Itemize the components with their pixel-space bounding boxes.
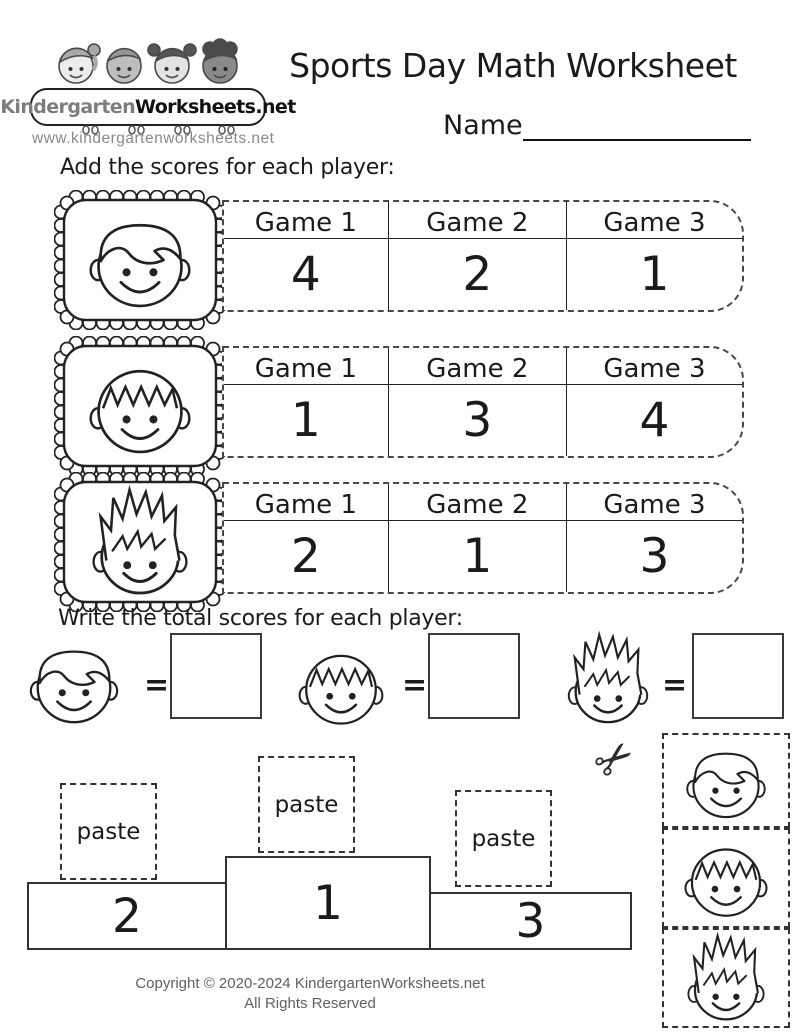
player1-face-icon	[678, 737, 774, 825]
paste-label: paste	[76, 818, 141, 845]
total-player1-face	[22, 633, 126, 731]
game1-header: Game 1	[224, 348, 388, 385]
equals-sign: =	[662, 668, 688, 703]
copyright-line2: All Rights Reserved	[244, 995, 376, 1013]
player3-game3-score: 3	[639, 529, 670, 584]
podium-step-2	[27, 882, 227, 950]
cutout-face-1[interactable]	[662, 733, 790, 828]
player2-face-icon	[82, 350, 198, 462]
podium-rank-number: 1	[313, 875, 343, 931]
game3-header: Game 3	[567, 202, 742, 239]
total-answer-box-3[interactable]	[692, 633, 784, 719]
game1-header: Game 1	[224, 202, 388, 239]
podium-step-3	[429, 892, 632, 950]
player1-score-table	[222, 200, 744, 312]
player1-game1-score: 4	[290, 247, 321, 302]
player1-game3-score: 1	[639, 247, 670, 302]
player2-face-icon	[677, 832, 775, 924]
site-url: www.kindergartenworksheets.net	[32, 130, 275, 147]
logo-banner	[0, 88, 296, 126]
page-title: Sports Day Math Worksheet	[289, 46, 737, 85]
total-answer-box-1[interactable]	[170, 633, 262, 719]
add-scores-instruction: Add the scores for each player:	[60, 155, 395, 180]
total-player3-face	[558, 630, 658, 728]
paste-box-rank1[interactable]	[258, 756, 355, 853]
player2-score-table	[222, 346, 744, 458]
podium-rank-number: 3	[515, 893, 546, 949]
name-input-line[interactable]	[523, 112, 751, 141]
total-answer-box-2[interactable]	[428, 633, 520, 719]
player2-game1-score: 1	[290, 393, 321, 448]
logo-text-kindergarten: Kindergarten	[0, 96, 136, 118]
podium-step-1	[225, 856, 431, 950]
player3-game1-score: 2	[290, 529, 321, 584]
equals-sign: =	[144, 668, 170, 703]
game1-header: Game 1	[224, 484, 388, 521]
game2-header: Game 2	[388, 484, 567, 521]
player3-face-icon	[558, 630, 658, 728]
cutout-face-2[interactable]	[662, 828, 790, 928]
player2-game3-score: 4	[639, 393, 670, 448]
player1-face-icon	[22, 633, 126, 731]
player3-face-icon	[675, 931, 777, 1025]
name-field-row	[443, 110, 751, 141]
player1-face-icon	[81, 204, 199, 316]
paste-box-rank2[interactable]	[60, 783, 157, 880]
name-label: Name	[443, 110, 523, 141]
copyright-line1: Copyright © 2020-2024 KindergartenWorksheets.net	[135, 975, 485, 992]
paste-label: paste	[471, 825, 536, 852]
paste-label: paste	[274, 791, 339, 818]
total-player2-face	[292, 638, 390, 732]
logo-text-worksheets: Worksheets.net	[135, 96, 296, 118]
paste-box-rank3[interactable]	[455, 790, 552, 887]
write-totals-instruction: Write the total scores for each player:	[58, 606, 463, 631]
cutout-face-3[interactable]	[662, 928, 790, 1028]
equals-sign: =	[402, 668, 428, 703]
player3-game2-score: 1	[388, 521, 567, 592]
game2-header: Game 2	[388, 348, 567, 385]
game2-header: Game 2	[388, 202, 567, 239]
player3-photo-frame	[54, 472, 226, 612]
podium-rank-number: 2	[112, 888, 142, 944]
player1-game2-score: 2	[388, 239, 567, 310]
copyright-footer	[0, 974, 620, 1015]
game3-header: Game 3	[567, 348, 742, 385]
player3-face-icon	[80, 484, 200, 600]
player2-face-icon	[292, 638, 390, 732]
game3-header: Game 3	[567, 484, 742, 521]
player2-photo-frame	[54, 336, 226, 476]
player3-score-table	[222, 482, 744, 594]
scissors-icon: ✂	[582, 725, 647, 793]
player2-game2-score: 3	[388, 385, 567, 456]
player1-photo-frame	[54, 190, 226, 330]
